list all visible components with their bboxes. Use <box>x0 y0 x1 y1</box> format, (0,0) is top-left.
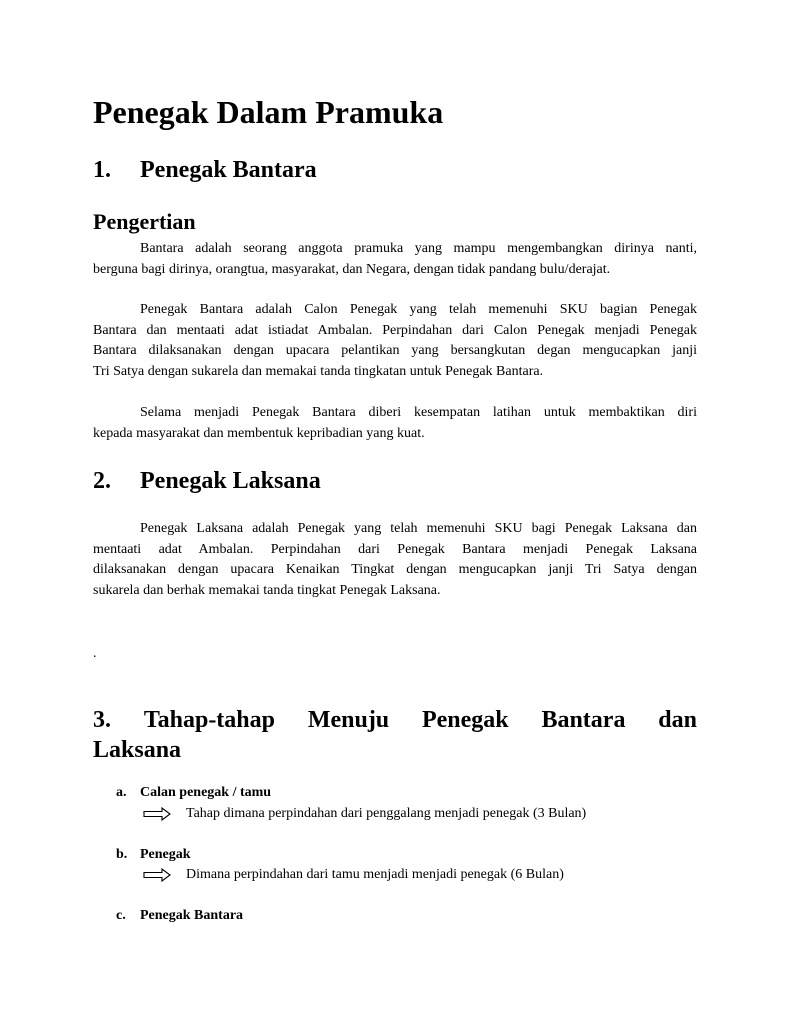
stray-dot: . <box>93 646 97 661</box>
paragraph-line: dilaksanakan dengan upacara Kenaikan Tingkat dengan mengucapkan janji Tri Satya dengan <box>93 562 697 578</box>
heading-word: Menuju <box>307 707 390 733</box>
section-1-paragraph-1 <box>93 239 697 280</box>
heading-word: Bantara <box>541 707 626 733</box>
paragraph-line: Bantara dilaksanakan dengan upacara pelantikan yang bersangkutan degan mengucapkan janji <box>93 343 697 359</box>
heading-word: 3. <box>93 707 111 733</box>
section-1-paragraph-3 <box>93 403 697 444</box>
heading-word: Penegak <box>421 707 509 733</box>
list-item-desc-text: Tahap dimana perpindahan dari penggalang menjadi penegak (3 Bulan) <box>186 806 587 821</box>
list-item-title: Penegak Bantara <box>140 908 244 923</box>
list-item-b-description <box>143 866 564 884</box>
list-item-c-label <box>116 907 243 925</box>
section-3-heading-line-1 <box>93 705 697 735</box>
section-2-title: Penegak Laksana <box>140 468 321 494</box>
list-item-title: Calan penegak / tamu <box>140 785 272 800</box>
list-item-b-label <box>116 846 191 864</box>
paragraph-line: mentaati adat Ambalan. Perpindahan dari Penegak Bantara menjadi Penegak Laksana <box>93 541 697 557</box>
section-1-paragraph-2 <box>93 300 697 382</box>
section-3-heading-line-2: Laksana <box>93 737 182 763</box>
list-item-letter: a. <box>116 785 127 800</box>
paragraph-line: Bantara dan mentaati adat istiadat Ambalan. Perpindahan dari Calon Penegak menjadi Penegak <box>93 322 697 338</box>
paragraph-line: sukarela dan berhak memakai tanda tingkat Penegak Laksana. <box>93 582 441 598</box>
paragraph-line: Penegak Bantara adalah Calon Penegak yang telah memenuhi SKU bagian Penegak <box>140 302 697 317</box>
double-right-arrow-icon <box>143 807 171 821</box>
list-item-title: Penegak <box>140 847 191 862</box>
heading-word: Tahap-tahap <box>143 707 275 733</box>
heading-word: dan <box>658 707 697 733</box>
double-right-arrow-icon <box>143 868 171 882</box>
paragraph-line: Tri Satya dengan sukarela dan memakai tanda tingkatan untuk Penegak Bantara. <box>93 363 544 379</box>
list-item-letter: b. <box>116 847 128 862</box>
section-1-number: 1. <box>93 157 111 183</box>
paragraph-line: kepada masyarakat dan membentuk kepribadian yang kuat. <box>93 425 425 441</box>
section-2-paragraph-1 <box>93 519 697 601</box>
paragraph-line: berguna bagi dirinya, orangtua, masyarakat, dan Negara, dengan tidak pandang bulu/derajat. <box>93 261 611 277</box>
section-2-heading <box>93 466 321 496</box>
section-2-number: 2. <box>93 468 111 494</box>
pengertian-subheading: Pengertian <box>93 209 196 234</box>
list-item-desc-text: Dimana perpindahan dari tamu menjadi menjadi penegak (6 Bulan) <box>186 867 564 882</box>
paragraph-line: Selama menjadi Penegak Bantara diberi kesempatan latihan untuk membaktikan diri <box>140 405 697 420</box>
section-1-title: Penegak Bantara <box>140 157 317 183</box>
paragraph-line: Penegak Laksana adalah Penegak yang telah memenuhi SKU bagi Penegak Laksana dan <box>140 521 697 536</box>
list-item-letter: c. <box>116 908 126 923</box>
list-item-a-label <box>116 784 271 802</box>
section-3-heading <box>93 705 697 765</box>
list-item-a-description <box>143 805 586 823</box>
paragraph-line: Bantara adalah seorang anggota pramuka yang mampu mengembangkan dirinya nanti, <box>140 241 697 256</box>
page-title: Penegak Dalam Pramuka <box>93 94 444 130</box>
section-1-heading <box>93 155 317 185</box>
